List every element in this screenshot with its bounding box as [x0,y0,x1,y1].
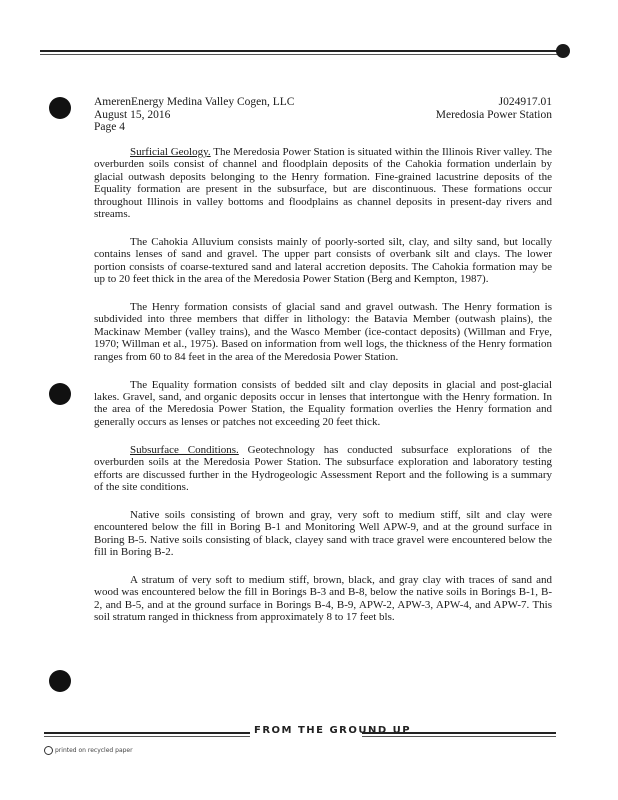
punch-hole-icon [49,670,71,692]
surficial-geology-text: The Meredosia Power Station is situated within the Illinois River valley. The overburden soils consist of channel and floodplain deposits of the Cahokia formation underlain by glacial outwash deposits belonging to the Henry formation. Fine-grained lacustrine deposits of the Equality formation are present in the subsurface, but are discontinuous. These formations occur throughout Illinois in valley bottoms and floodplains as channel deposits in present-day rivers and streams. [94,146,552,221]
letter-date: August 15, 2016 [94,108,171,121]
punch-hole-icon [49,383,71,405]
letter-header [94,96,552,134]
page-number: Page 4 [94,121,125,133]
clay-stratum-paragraph: A stratum of very soft to medium stiff, brown, black, and gray clay with traces of sand and wood was encountered below the fill in Borings B-3 and B-8, below the native soils in Borings B-1, B-2, and B-5, and at the ground surface in Borings B-4, B-9, APW-2, APW-3, APW-4, and APW-7. This soil stratum ranged in thickness from approximately 8 to 17 feet bls. [94,573,552,624]
project-number: J024917.01 [498,96,552,108]
surficial-geology-heading: Surficial Geology. [130,146,211,158]
footer-rule-right [362,732,556,734]
recycled-paper-mark [44,746,133,755]
document-body [94,146,552,638]
subsurface-conditions-text: Geotechnology has conducted subsurface explorations of the overburden soils at the Meredosia Power Station. The subsurface exploration and laboratory testing efforts are discussed further in the Hydrogeologic Assessment Report and the following is a summary of the site conditions. [94,443,552,493]
subsurface-conditions-paragraph [94,444,552,494]
cahokia-paragraph: The Cahokia Alluvium consists mainly of poorly-sorted silt, clay, and silty sand, but locally contains lenses of sand and gravel. The upper part consists of overbank silt and clays. The lower portion consists of coarse-textured sand and lateral accretion deposits. The Cahokia formation may be up to 20 feet thick in the area of the Meredosia Power Station (Berg and Kempton, 1987). [94,235,552,286]
client-name: AmerenEnergy Medina Valley Cogen, LLC [94,96,295,108]
printmark-text: printed on recycled paper [55,747,133,754]
native-soils-paragraph: Native soils consisting of brown and gray, very soft to medium stiff, silt and clay were encountered below the fill in Boring B-1 and Monitoring Well APW-9, and at the ground surface in Boring B-5. Native soils consisting of black, clayey sand with trace gravel were encountered below the fill in Boring B-2. [94,508,552,559]
header-rule [40,50,558,52]
surficial-geology-paragraph [94,146,552,220]
header-bullet-icon [556,44,570,58]
henry-paragraph: The Henry formation consists of glacial sand and gravel outwash. The Henry formation is subdivided into three members that differ in lithology: the Batavia Member (outwash plains), the Mackinaw Member (valley trains), and the Wasco Member (ice-contact deposits) (Willman and Frye, 1970; Willman et al., 1975). Based on information from well logs, the thickness of the Henry formation ranges from 60 to 84 feet in the area of the Meredosia Power Station. [94,301,552,363]
footer [0,723,618,743]
site-name: Meredosia Power Station [435,108,552,121]
equality-paragraph: The Equality formation consists of bedded silt and clay deposits in glacial and post-glacial lakes. Gravel, sand, and organic deposits occur in lenses that intertongue with the Henry formation. In the area of the Meredosia Power Station, the Equality formation overlies the Henry formation and generally occurs as lenses or patches not exceeding 20 feet thick. [94,378,552,428]
footer-slogan: FROM THE GROUND UP [254,725,412,736]
recycle-logo-icon [44,746,53,755]
punch-hole-icon [49,97,71,119]
footer-rule-left [44,732,250,734]
subsurface-conditions-heading: Subsurface Conditions. [130,443,239,456]
